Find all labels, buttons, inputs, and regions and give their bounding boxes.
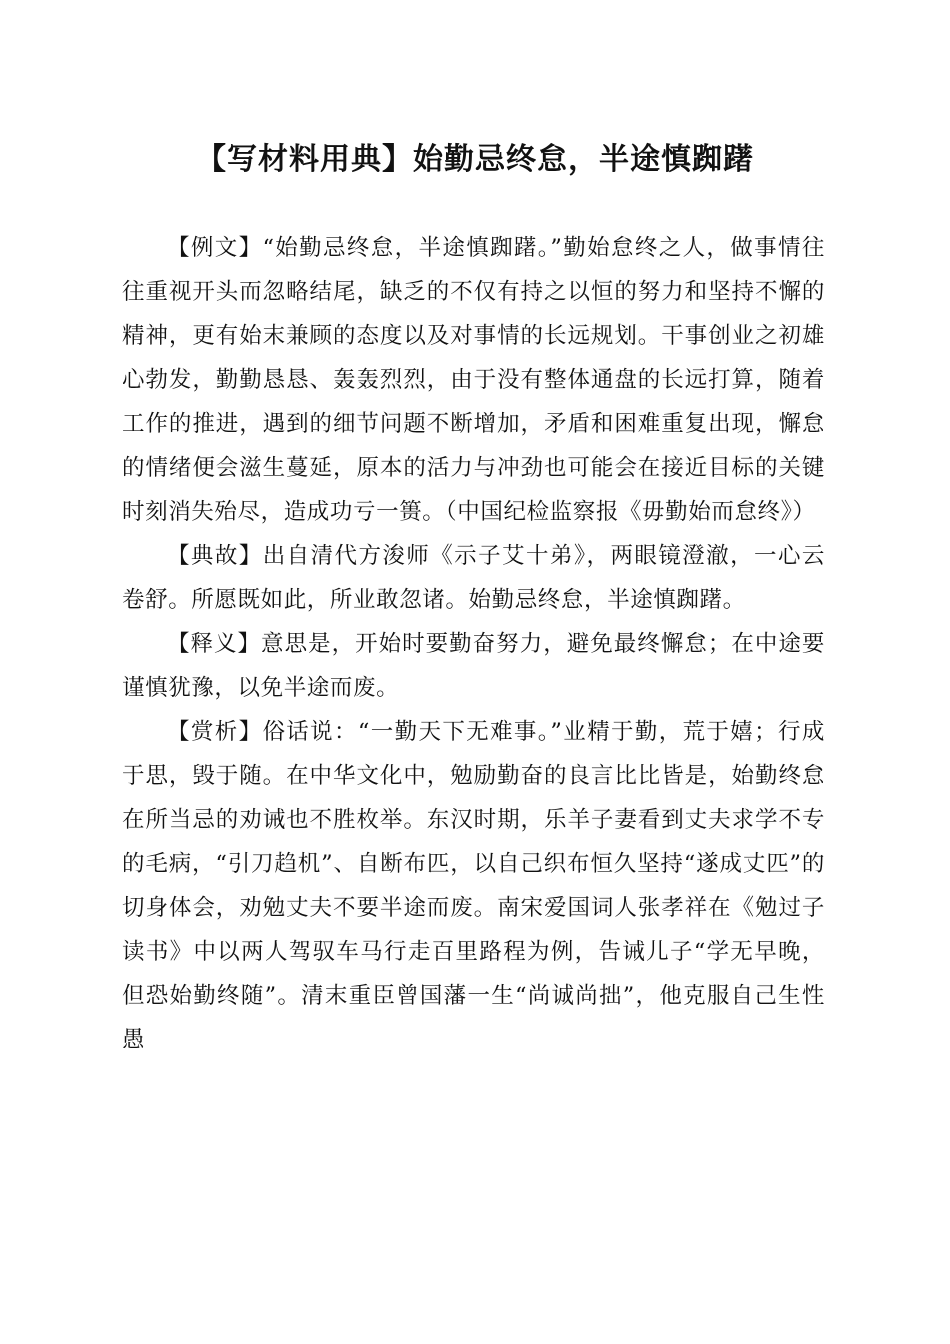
document-title: 【写材料用典】始勤忌终怠，半途慎踟躇 [196, 142, 754, 177]
paragraph-meaning: 【释义】意思是，开始时要勤奋努力，避免最终懈怠；在中途要谨慎犹豫，以免半途而废。 [122, 631, 825, 701]
document-body [122, 226, 825, 1062]
paragraph-allusion: 【典故】出自清代方浚师《示子艾十弟》，两眼镜澄澈，一心云卷舒。所愿既如此，所业敢忽诸。始勤忌终怠，半途慎踟躇。 [122, 543, 825, 613]
paragraph-appreciation: 【赏析】俗话说：“一勤天下无难事。”业精于勤，荒于嬉；行成于思，毁于随。在中华文化中，勉励勤奋的良言比比皆是，始勤终怠在所当忌的劝诫也不胜枚举。东汉时期，乐羊子妻看到丈夫求学不专的毛病，“引刀趋机”、自断布匹，以自己织布恒久坚持“遂成丈匹”的切身体会，劝勉丈夫不要半途而废。南宋爱国词人张孝祥在《勉过子读书》中以两人驾驭车马行走百里路程为例，告诫儿子“学无早晚，但恐始勤终随”。清末重臣曾国藩一生“尚诚尚拙”，他克服自己生性愚 [122, 719, 825, 1053]
paragraph-example: 【例文】“始勤忌终怠，半途慎踟躇。”勤始怠终之人，做事情往往重视开头而忽略结尾，缺乏的不仅有持之以恒的努力和坚持不懈的精神，更有始末兼顾的态度以及对事情的长远规划。干事创业之初雄心勃发，勤勤恳恳、轰轰烈烈，由于没有整体通盘的长远打算，随着工作的推进，遇到的细节问题不断增加，矛盾和困难重复出现，懈怠的情绪便会滋生蔓延，原本的活力与冲劲也可能会在接近目标的关键时刻消失殆尽，造成功亏一篑。（中国纪检监察报《毋勤始而怠终》） [122, 235, 825, 525]
